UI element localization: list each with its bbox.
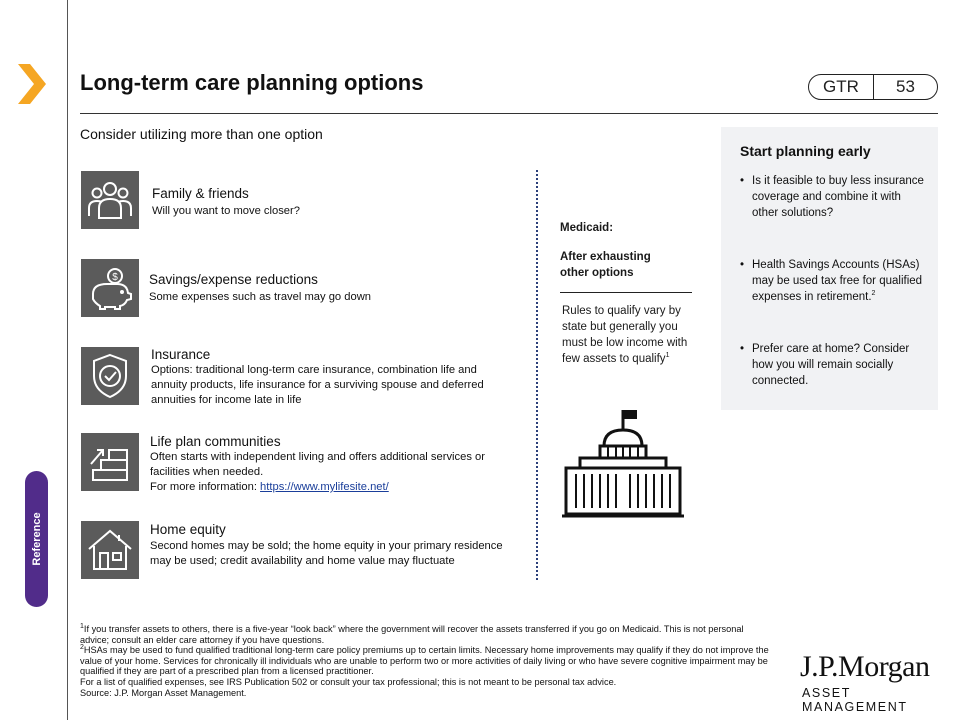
left-vertical-rule — [67, 0, 68, 720]
tip-item — [740, 257, 925, 305]
source-note: Source: J.P. Morgan Asset Management. — [80, 687, 247, 698]
medicaid-title: Medicaid: — [560, 222, 614, 234]
bullet: • — [740, 259, 745, 271]
piggy-bank-icon — [81, 259, 139, 317]
gtr-page-badge — [808, 74, 938, 100]
medicaid-desc-text: Rules to qualify vary by state but generally you must be low income with few assets to qualify — [562, 305, 688, 365]
page-title: Long-term care planning options — [80, 70, 424, 95]
medicaid-description — [562, 303, 702, 367]
footnote-3: For a list of qualified expenses, see IRS Publication 502 or consult your tax professional; this is not meant to be personal tax advice. — [80, 676, 617, 687]
option-desc-savings: Some expenses such as travel may go down — [149, 291, 372, 303]
footnote-ref-2: 2 — [871, 290, 876, 298]
shield-check-icon — [81, 347, 139, 405]
tip-text: Prefer care at home? Consider how you will remain socially connected. — [752, 343, 910, 387]
tip-item — [740, 173, 925, 221]
footnote-marker: 1 — [80, 622, 84, 630]
medicaid-subtitle: After exhausting other options — [560, 251, 651, 279]
page-number: 53 — [896, 77, 915, 96]
footnote-marker: 2 — [80, 644, 84, 652]
title-divider — [80, 113, 938, 114]
bullet: • — [740, 343, 745, 355]
footnote-1 — [80, 624, 770, 645]
tip-text: Is it feasible to buy less insurance coverage and combine it with other solutions? — [752, 175, 924, 219]
footnote-2 — [80, 645, 770, 677]
option-desc-insurance: Options: traditional long-term care insurance, combination life and annuity products, life insurance for a surviving spouse and deferred annuities for income late in life — [151, 364, 484, 406]
people-group-icon — [81, 171, 139, 229]
dotted-divider — [536, 170, 538, 580]
footnotes — [80, 624, 770, 698]
life-plan-more-info: For more information: — [150, 481, 261, 493]
tip-text-wrap — [740, 257, 925, 305]
jpmorgan-logo: J.P.Morgan — [800, 650, 930, 683]
medicaid-divider — [560, 292, 692, 293]
section-subtitle: Consider utilizing more than one option — [80, 126, 323, 142]
life-plan-desc-text: Often starts with independent living and offers additional services or facilities when needed. — [150, 451, 485, 478]
footnote-text: HSAs may be used to fund qualified traditional long-term care policy premiums up to certain limits. Necessary home improvements may qualify if they do not improve the value of your home. Services for chronically ill individuals who are unable to perform two or more activities of daily living or who have severe cognitive impairment may be qualified if they are part of a prescribed plan from a licensed practitioner. — [80, 645, 769, 677]
stairs-arrow-icon — [81, 433, 139, 491]
mylifesite-link[interactable]: https://www.mylifesite.net/ — [260, 481, 389, 493]
gtr-label: GTR — [809, 75, 874, 99]
reference-tab-label: Reference — [30, 512, 43, 566]
footnote-text: If you transfer assets to others, there is a five-year “look back” where the government will recover the assets transferred if you go on Medicaid. This is not personal advice; consult an elder care attorney if you have questions. — [80, 624, 744, 645]
bullet: • — [740, 175, 745, 187]
option-title-family: Family & friends — [152, 186, 249, 201]
chevron-right-icon — [14, 62, 48, 106]
asset-management-label: ASSET MANAGEMENT — [802, 686, 908, 714]
svg-text:$: $ — [112, 272, 118, 283]
option-title-life-plan: Life plan communities — [150, 434, 281, 449]
tip-text: Health Savings Accounts (HSAs) may be used tax free for qualified expenses in retirement. — [752, 259, 923, 303]
capitol-building-icon — [562, 408, 684, 520]
option-desc-family: Will you want to move closer? — [152, 205, 300, 217]
option-desc-life-plan — [150, 450, 520, 495]
reference-tab[interactable] — [25, 471, 48, 607]
tip-item — [740, 341, 925, 389]
option-desc-home-equity: Second homes may be sold; the home equity in your primary residence may be used; credit availability and home value may fluctuate — [150, 540, 503, 567]
panel-title: Start planning early — [740, 143, 871, 159]
option-title-savings: Savings/expense reductions — [149, 272, 318, 287]
option-title-home-equity: Home equity — [150, 522, 226, 537]
house-icon — [81, 521, 139, 579]
footnote-ref-1: 1 — [665, 352, 670, 360]
option-title-insurance: Insurance — [151, 347, 211, 362]
